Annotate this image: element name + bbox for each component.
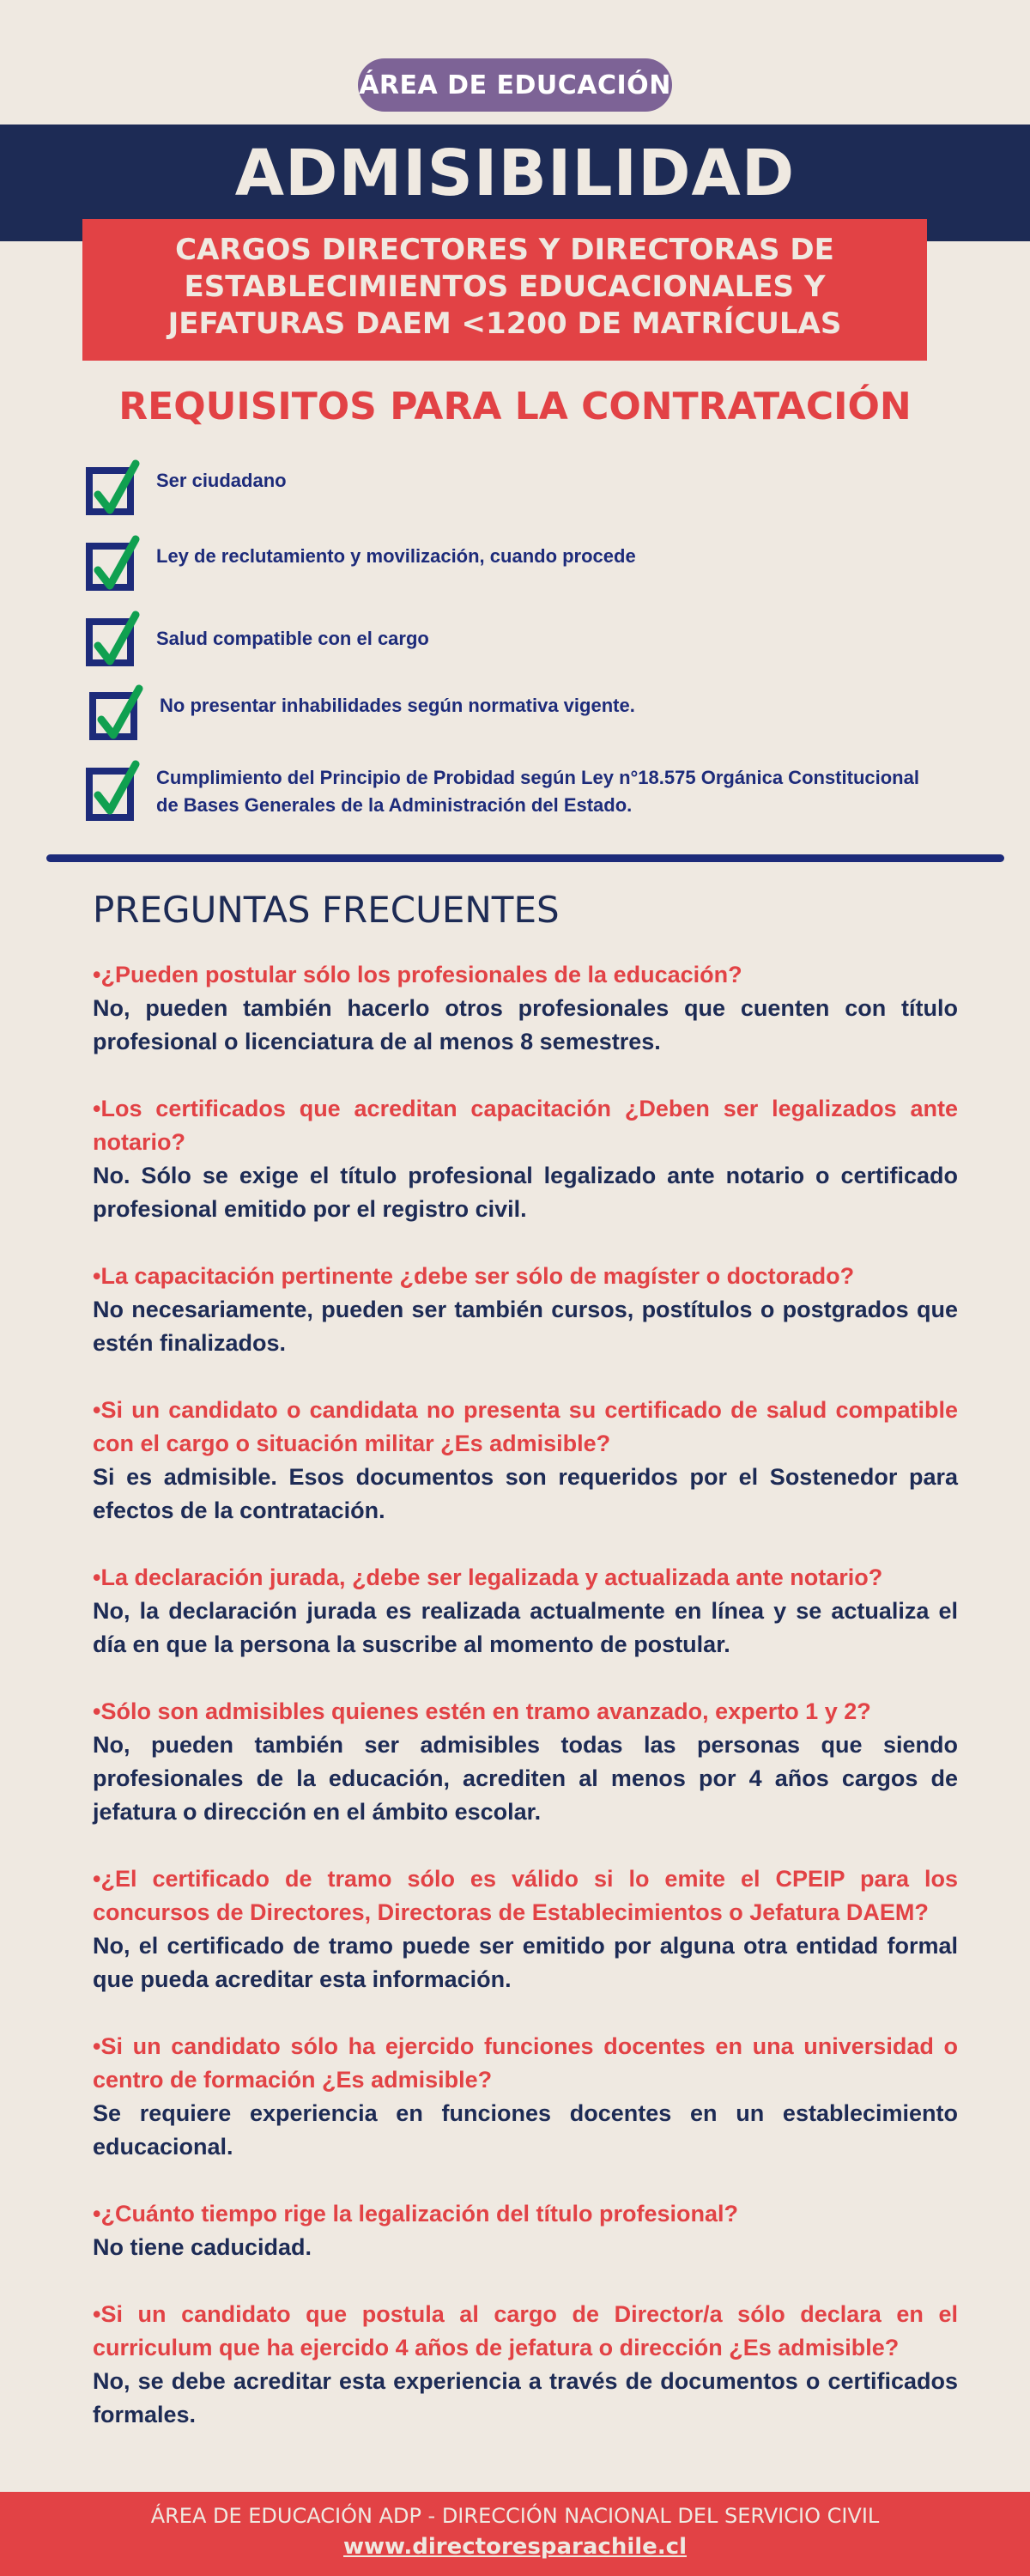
faq-item	[93, 1092, 958, 1226]
subtitle-line: JEFATURAS DAEM <1200 DE MATRÍCULAS	[167, 307, 842, 341]
faq-question: •¿Pueden postular sólo los profesionales de la educación?	[93, 962, 742, 987]
faq-item	[93, 1862, 958, 1996]
subtitle-text	[82, 232, 927, 343]
faq-answer: Se requiere experiencia en funciones docentes en un establecimiento educacional.	[93, 2100, 958, 2160]
checkbox-icon	[86, 543, 134, 591]
faq-item	[93, 958, 958, 1059]
requirements-title: REQUISITOS PARA LA CONTRATACIÓN	[118, 385, 912, 428]
faq-question: •Si un candidato que postula al cargo de Director/a sólo declara en el curriculum que ha ejercido 4 años de jefatura o dirección ¿Es admisible?	[93, 2301, 958, 2360]
faq-answer: No, el certificado de tramo puede ser emitido por alguna otra entidad formal que pueda acreditar esta información.	[93, 1933, 958, 1992]
faq-answer: Si es admisible. Esos documentos son requeridos por el Sostenedor para efectos de la contratación.	[93, 1464, 958, 1523]
faq-answer: No tiene caducidad.	[93, 2234, 312, 2260]
faq-answer: No, pueden también ser admisibles todas las personas que siendo profesionales de la educación, acrediten al menos por 4 años cargos de jefatura o dirección en el ámbito escolar.	[93, 1732, 958, 1825]
faq-item	[93, 1394, 958, 1528]
area-badge: ÁREA DE EDUCACIÓN	[358, 58, 672, 112]
footer-link[interactable]: www.directoresparachile.cl	[343, 2534, 687, 2560]
faq-item	[93, 2197, 958, 2264]
section-divider	[46, 854, 1004, 862]
faq-question: •¿Cuánto tiempo rige la legalización del título profesional?	[93, 2201, 739, 2227]
faq-answer: No necesariamente, pueden ser también cursos, postítulos o postgrados que estén finalizados.	[93, 1297, 958, 1356]
requirement-text: No presentar inhabilidades según normativa vigente.	[160, 695, 635, 716]
faq-item	[93, 1695, 958, 1829]
requirement-text: Cumplimiento del Principio de Probidad según Ley n°18.575 Orgánica Constitucional de Bases Generales de la Administración del Estado.	[156, 767, 919, 816]
requirement-text: Ser ciudadano	[156, 470, 287, 491]
faq-question: •Si un candidato sólo ha ejercido funciones docentes en una universidad o centro de formación ¿Es admisible?	[93, 2033, 958, 2093]
requirement-text: Ley de reclutamiento y movilización, cuando procede	[156, 545, 636, 567]
page-title: ADMISIBILIDAD	[234, 137, 796, 210]
faq-item	[93, 2298, 958, 2432]
faq-item	[93, 1260, 958, 1360]
faq-question: •La declaración jurada, ¿debe ser legalizada y actualizada ante notario?	[93, 1564, 883, 1590]
faq-question: •Los certificados que acreditan capacitación ¿Deben ser legalizados ante notario?	[93, 1096, 958, 1155]
faq-answer: No, la declaración jurada es realizada actualmente en línea y se actualiza el día en que la persona la suscribe al momento de postular.	[93, 1598, 958, 1657]
faq-title: PREGUNTAS FRECUENTES	[93, 889, 560, 931]
faq-question: •Sólo son admisibles quienes estén en tramo avanzado, experto 1 y 2?	[93, 1698, 871, 1724]
faq-item	[93, 2030, 958, 2164]
subtitle-line: ESTABLECIMIENTOS EDUCACIONALES Y	[184, 270, 826, 304]
faq-question: •¿El certificado de tramo sólo es válido si lo emite el CPEIP para los concursos de Directores, Directoras de Establecimientos o Jefatura DAEM?	[93, 1866, 958, 1925]
subtitle-line: CARGOS DIRECTORES Y DIRECTORAS DE	[175, 233, 834, 267]
checkbox-icon	[86, 618, 134, 666]
requirement-text: Salud compatible con el cargo	[156, 628, 429, 649]
faq-answer: No. Sólo se exige el título profesional legalizado ante notario o certificado profesional emitido por el registro civil.	[93, 1163, 958, 1222]
checkbox-icon	[86, 467, 134, 515]
faq-answer: No, se debe acreditar esta experiencia a través de documentos o certificados formales.	[93, 2368, 958, 2427]
footer-org: ÁREA DE EDUCACIÓN ADP - DIRECCIÓN NACIONAL DEL SERVICIO CIVIL	[150, 2504, 880, 2528]
faq-answer: No, pueden también hacerlo otros profesionales que cuenten con título profesional o licenciatura de al menos 8 semestres.	[93, 995, 958, 1054]
checkbox-icon	[89, 692, 137, 740]
faq-question: •Si un candidato o candidata no presenta su certificado de salud compatible con el cargo o situación militar ¿Es admisible?	[93, 1397, 958, 1456]
faq-question: •La capacitación pertinente ¿debe ser sólo de magíster o doctorado?	[93, 1263, 855, 1289]
checkbox-icon	[86, 768, 134, 821]
faq-item	[93, 1561, 958, 1662]
